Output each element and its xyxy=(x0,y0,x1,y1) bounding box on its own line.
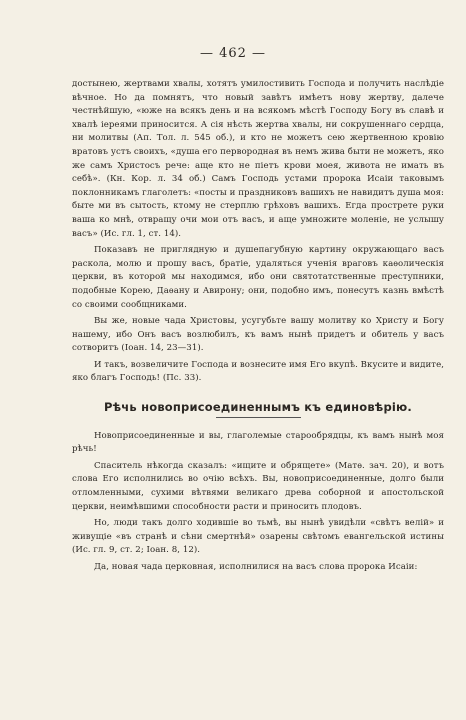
heading-rule xyxy=(216,417,301,418)
paragraph: И такъ, возвеличите Господа и вознесите имя Его вкупѣ. Вкусите и видите, яко благъ Господь! (Пс. 33). xyxy=(72,359,444,384)
paragraph-continuation: достынею, жертвами хвалы, хотятъ умилостивить Господа и получить наслѣдіе вѣчное. Но да помнятъ, что новый завѣтъ имѣетъ нову жертву, далече честнѣйшую, «юже на всякъ день и на всякомъ мѣстѣ Господу Богу въ славѣ и хвалѣ іереями приносится. А сія нѣсть жертва хвалы, ни сокрушеннаго сердца, ни молитвы (Ап. Тол. л. 545 об.), и кто не можетъ сею жертвенною кровію вратовъ устъ своихъ, «душа его первородная въ немъ жива быти не можетъ, яко же самъ Христосъ рече: аще кто не піетъ крови моея, живота не имать въ себѣ». (Кн. Кор. л. 34 об.) Самъ Господь устами пророка Исаіи таковымъ поклонникамъ глаголетъ: «посты и праздниковъ вашихъ не навидитъ душа моя: быте ми въ сытость, ктому не стерплю грѣховъ вашихъ. Егда прострете руки ваша ко мнѣ, отвращу очи мои отъ васъ, и аще умножите моленіе, не услышу васъ» (Ис. гл. 1, ст. 14). xyxy=(72,79,444,239)
section-heading: Рѣчь новоприсоединеннымъ къ единовѣрію. xyxy=(104,400,412,415)
paragraph: Но, люди такъ долго ходившіе во тьмѣ, вы нынѣ увидѣли «свѣтъ велій» и живущіе «въ странѣ и сѣни смертнѣй» озарены свѣтомъ евангельской истины (Ис. гл. 9, ст. 2; Іоан. 8, 12). xyxy=(72,518,444,556)
page-number: — 462 — xyxy=(199,46,267,61)
paragraph: Новоприсоединенные и вы, глаголемые старообрядцы, къ вамъ нынѣ моя рѣчь! xyxy=(72,430,444,455)
paragraph: Да, новая чада церковная, исполнилися на васъ слова пророка Исаіи: xyxy=(94,562,418,572)
page-body xyxy=(72,78,444,575)
paragraph: Показавъ не приглядную и душепагубную картину окружающаго васъ раскола, молю и прошу васъ, братіе, удаляться ученія враговъ каѳолическія церкви, въ которой мы находимся, ибо они святотатственные преступники, подобные Корею, Даѳану и Авирону; они, подобно имъ, понесутъ казнь вмѣстѣ со своими сообщниками. xyxy=(72,245,444,310)
paragraph: Спаситель нѣкогда сказалъ: «ищите и обрящете» (Матѳ. зач. 20), и вотъ слова Его исполнились во очію всѣхъ. Вы, новоприсоединенные, долго были отломленными, сухими вѣтвями великаго древа соборной и апостольской церкви, неимѣвшими способности расти и приносить плодовъ. xyxy=(72,460,444,512)
paragraph: Вы же, новые чада Христовы, усугубьте вашу молитву ко Христу и Богу нашему, ибо Онъ васъ возлюбилъ, къ вамъ нынѣ придетъ и обитель у васъ сотворитъ (Іоан. 14, 23—31). xyxy=(72,316,444,354)
